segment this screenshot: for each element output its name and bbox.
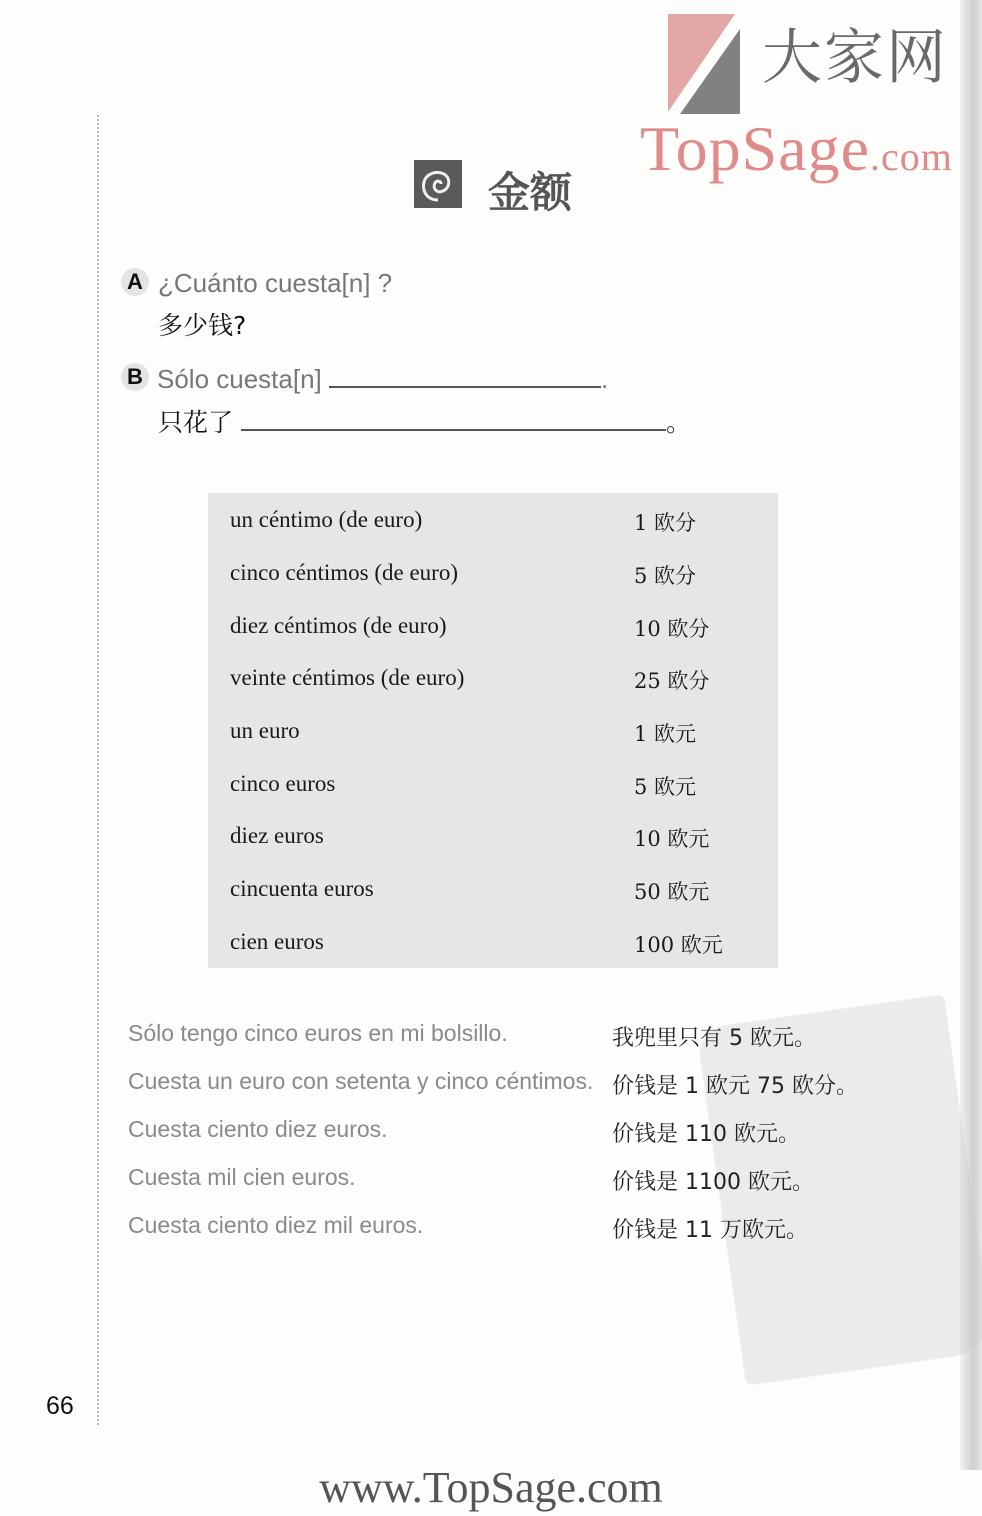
watermark-cn-text: 大家网 (762, 23, 948, 93)
amount-cn: 1 欧元 (634, 722, 697, 746)
amount-cn: 1 欧分 (634, 511, 697, 535)
table-row (208, 876, 778, 928)
amount-cn: 5 欧元 (634, 775, 697, 799)
example-es: Cuesta ciento diez euros. (128, 1116, 388, 1142)
example-es: Cuesta mil cien euros. (128, 1164, 356, 1190)
table-row (208, 929, 778, 981)
table-row (208, 771, 778, 823)
table-row (208, 665, 778, 717)
question-cn: 多少钱? (158, 311, 247, 340)
example-es: Cuesta un euro con setenta y cinco céntimos. (128, 1068, 594, 1094)
table-row (208, 823, 778, 875)
example-cn: 我兜里只有 5 欧元。 (612, 1026, 816, 1051)
amount-cn: 5 欧分 (634, 564, 697, 588)
amount-es: cinco céntimos (de euro) (230, 560, 458, 585)
answer-cn-blank (241, 429, 666, 431)
example-cn: 价钱是 1100 欧元。 (612, 1170, 814, 1195)
answer-es-blank (329, 386, 601, 388)
table-row (208, 613, 778, 665)
marker-a: A (121, 268, 149, 296)
amount-cn: 25 欧分 (634, 669, 710, 693)
table-row (208, 718, 778, 770)
page-number: 66 (46, 1392, 74, 1420)
amount-cn: 50 欧元 (634, 880, 710, 904)
amount-es: cincuenta euros (230, 876, 374, 901)
footer-url: www.TopSage.com (319, 1463, 663, 1512)
table-row (208, 507, 778, 559)
amount-es: veinte céntimos (de euro) (230, 665, 465, 690)
amount-es: cinco euros (230, 771, 336, 796)
watermark-en-text: TopSage.com (640, 113, 953, 184)
answer-es: Sólo cuesta[n] . (157, 364, 609, 394)
amount-es: un céntimo (de euro) (230, 507, 423, 532)
amount-es: un euro (230, 718, 300, 743)
question-es: ¿Cuánto cuesta[n] ? (158, 268, 393, 298)
amount-es: diez euros (230, 823, 324, 848)
example-cn: 价钱是 11 万欧元。 (612, 1218, 808, 1243)
amount-es: diez céntimos (de euro) (230, 613, 447, 638)
example-es: Cuesta ciento diez mil euros. (128, 1212, 424, 1238)
spiral-section-icon (414, 160, 462, 208)
amount-cn: 10 欧元 (634, 827, 710, 851)
amount-cn: 10 欧分 (634, 617, 710, 641)
amount-es: cien euros (230, 929, 324, 954)
page-title: 金额 (488, 168, 573, 217)
example-cn: 价钱是 110 欧元。 (612, 1122, 800, 1147)
example-cn: 价钱是 1 欧元 75 欧分。 (612, 1074, 858, 1099)
money-table (208, 493, 778, 968)
margin-dotted-line (97, 115, 99, 1425)
table-row (208, 560, 778, 612)
answer-cn: 只花了 。 (158, 408, 691, 437)
marker-b: B (121, 363, 149, 391)
amount-cn: 100 欧元 (634, 933, 723, 957)
example-es: Sólo tengo cinco euros en mi bolsillo. (128, 1020, 508, 1046)
